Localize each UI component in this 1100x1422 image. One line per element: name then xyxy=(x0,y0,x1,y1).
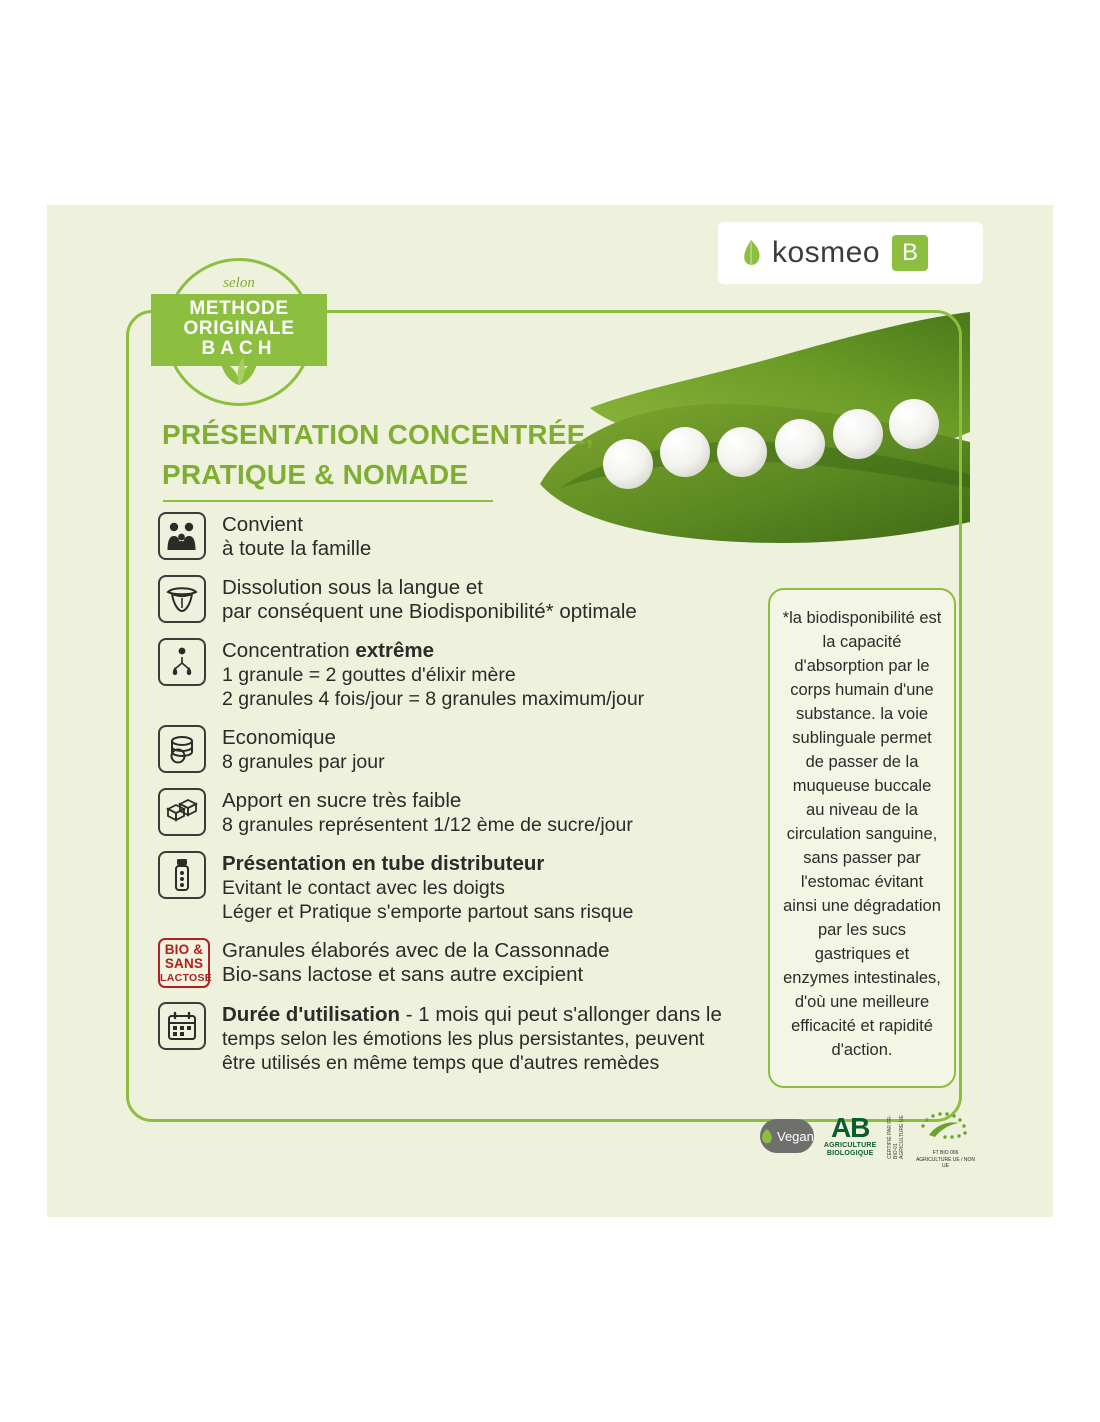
calendar-icon xyxy=(158,1002,206,1050)
feature-item-sublingual xyxy=(158,575,778,624)
bio-sans-lactose-stamp xyxy=(158,938,213,988)
feature-item-family xyxy=(158,512,778,561)
vegan-badge xyxy=(760,1119,814,1153)
eu-leaf-icon xyxy=(915,1104,977,1144)
feature-duration-line2: temps selon les émotions les plus persistantes, peuvent xyxy=(222,1028,705,1050)
feature-bio-line1: Granules élaborés avec de la Cassonnade xyxy=(222,939,610,962)
bio-stamp-line2: SANS xyxy=(164,956,204,971)
feature-text-tube xyxy=(222,851,633,924)
biodisponibilite-note: *la biodisponibilité est la capacité d'absorption par le corps humain d'une substance. la voie sublinguale permet de passer de la muqueuse buccale au niveau de la circulation sanguine, sans passer par l'estomac évitant ainsi une dégradation par les sucs gastriques et enzymes intestinales, d'où une meilleure efficacité et rapidité d'action. xyxy=(768,588,956,1088)
feature-text-economique xyxy=(222,725,385,774)
feature-item-sugar xyxy=(158,788,778,837)
feature-tube-heading: Présentation en tube distributeur xyxy=(222,852,545,875)
vegan-leaf-icon xyxy=(760,1128,774,1144)
feature-text-duration xyxy=(222,1002,722,1075)
feature-family-line2: à toute la famille xyxy=(222,537,372,560)
feature-item-tube xyxy=(158,851,778,924)
feature-item-economique xyxy=(158,725,778,774)
seal-selon: selon xyxy=(223,275,255,291)
feature-sugar-heading: Apport en sucre très faible xyxy=(222,789,462,812)
feature-list xyxy=(158,512,778,1089)
feature-duration-line1: - 1 mois qui peut s'allonger dans le xyxy=(405,1003,722,1026)
eu-certifier-text: CERTIFIÉ PAR FR-BIO-01 AGRICULTURE UE xyxy=(886,1115,905,1159)
eu-sub1: FT BIO 006 xyxy=(932,1149,959,1156)
feature-concentration-line2: 2 granules 4 fois/jour = 8 granules maximum/jour xyxy=(222,688,645,710)
feature-concentration-heading-bold: extrême xyxy=(355,639,434,662)
granule-drops-icon xyxy=(158,638,206,686)
feature-sublingual-line2: par conséquent une Biodisponibilité* optimale xyxy=(222,600,637,623)
brand-name: kosmeo xyxy=(772,236,881,269)
feature-item-duration xyxy=(158,1002,778,1075)
tube-dispenser-icon xyxy=(158,851,206,899)
page-title xyxy=(162,415,682,495)
seal-line2: ORIGINALE xyxy=(183,318,295,339)
ab-mark: AB xyxy=(830,1112,870,1143)
feature-text-sugar xyxy=(222,788,633,837)
feature-economique-line1: 8 granules par jour xyxy=(222,751,385,773)
sugar-cubes-icon xyxy=(158,788,206,836)
ab-sub1: AGRICULTURE xyxy=(823,1142,877,1149)
certification-logos xyxy=(760,1106,976,1169)
feature-concentration-heading-plain: Concentration xyxy=(222,639,356,662)
feature-duration-heading: Durée d'utilisation xyxy=(222,1003,401,1026)
brand-logo xyxy=(718,222,983,284)
ab-sub2: BIOLOGIQUE xyxy=(826,1150,874,1157)
tongue-icon xyxy=(158,575,206,623)
feature-item-concentration xyxy=(158,638,778,711)
page-title-line1: PRÉSENTATION CONCENTRÉE, xyxy=(162,419,594,450)
feature-tube-line2: Léger et Pratique s'emporte partout sans risque xyxy=(222,901,634,923)
brand-badge: B xyxy=(892,235,928,271)
title-divider xyxy=(163,500,493,502)
vegan-label: Vegan xyxy=(777,1128,814,1144)
page-title-line2: PRATIQUE & NOMADE xyxy=(162,459,469,490)
feature-sugar-line1: 8 granules représentent 1/12 ème de sucre/jour xyxy=(222,814,633,836)
coins-icon xyxy=(158,725,206,773)
bio-stamp-line3: LACTOSE xyxy=(160,972,213,984)
feature-economique-heading: Economique xyxy=(222,726,336,749)
feature-item-bio-lactose xyxy=(158,938,778,988)
eu-organic-leaf-logo xyxy=(915,1104,977,1169)
feature-bio-line2: Bio-sans lactose et sans autre excipient xyxy=(222,963,584,986)
leaf-icon xyxy=(740,240,762,266)
bach-method-seal xyxy=(165,258,313,406)
bio-stamp-line1: BIO & xyxy=(164,942,204,957)
feature-tube-line1: Evitant le contact avec les doigts xyxy=(222,877,505,899)
feature-sublingual-line1: Dissolution sous la langue et xyxy=(222,576,483,599)
seal-line3: BACH xyxy=(201,338,277,359)
feature-concentration-line1: 1 granule = 2 gouttes d'élixir mère xyxy=(222,664,516,686)
feature-text-family xyxy=(222,512,371,561)
eu-sub2: AGRICULTURE UE / NON UE xyxy=(915,1156,976,1169)
feature-duration-line3: être utilisés en même temps que d'autres remèdes xyxy=(222,1052,660,1074)
family-icon xyxy=(158,512,206,560)
ab-agriculture-biologique-logo xyxy=(824,1114,877,1158)
plant-leaves-icon xyxy=(165,355,313,390)
seal-line1: METHODE xyxy=(189,298,289,319)
feature-text-concentration xyxy=(222,638,644,711)
feature-concentration-heading xyxy=(222,639,644,663)
feature-text-sublingual xyxy=(222,575,637,624)
feature-family-line1: Convient xyxy=(222,513,303,536)
feature-text-bio-lactose xyxy=(222,938,609,987)
